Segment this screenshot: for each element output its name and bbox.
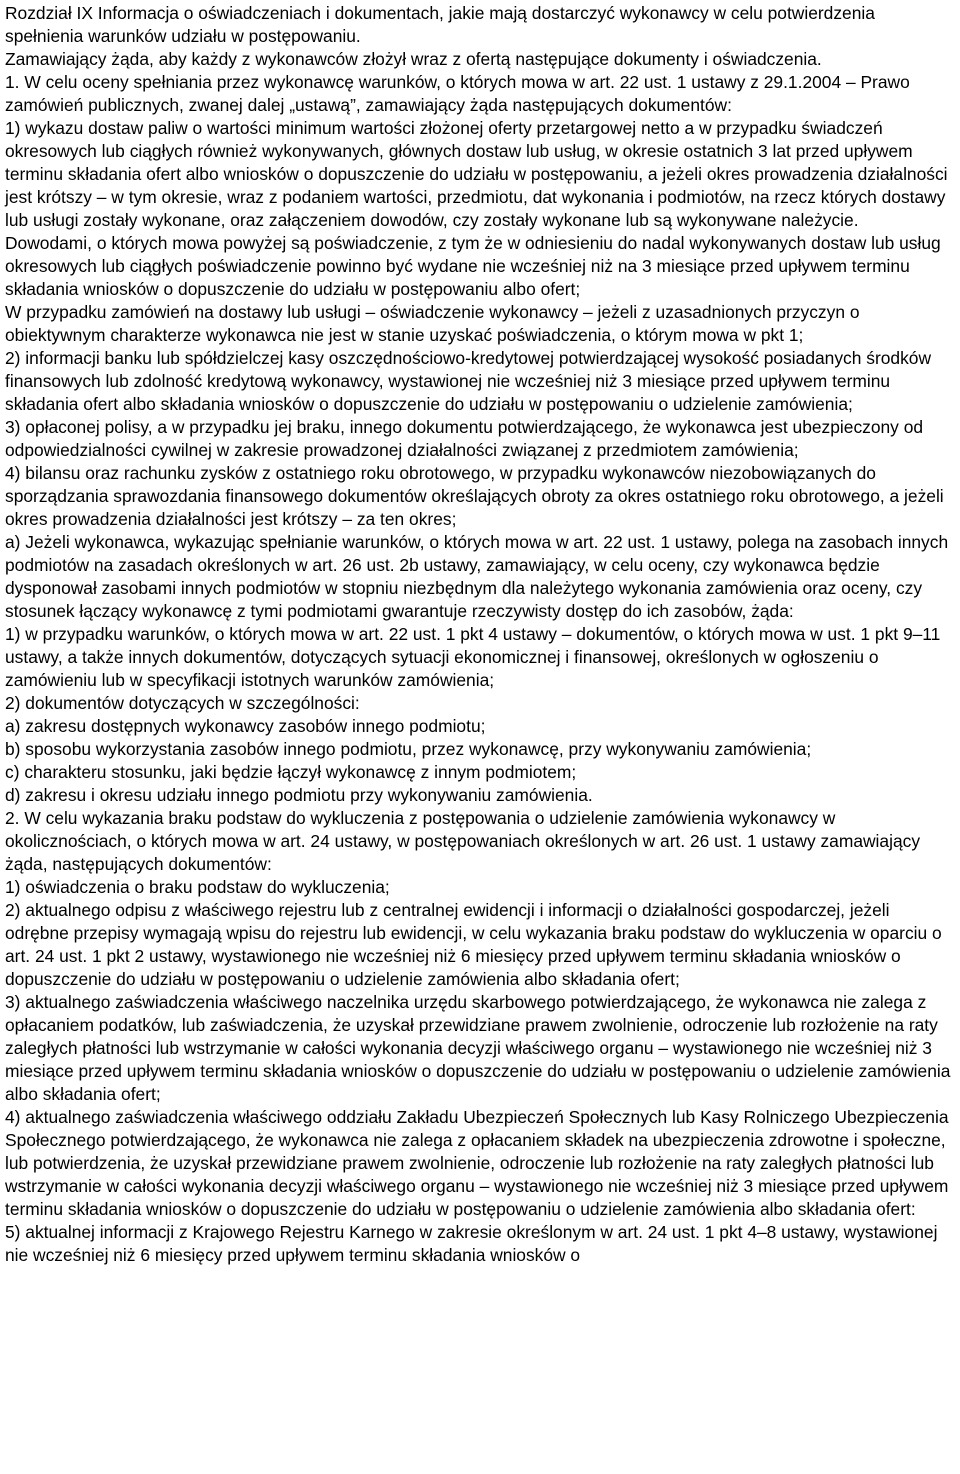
- document-body: [5, 2, 957, 1267]
- paragraph: W przypadku zamówień na dostawy lub usługi – oświadczenie wykonawcy – jeżeli z uzasadnionych przyczyn o obiektywnym charakterze wykonawca nie jest w stanie uzyskać poświadczenia, o którym mowa w pkt 1;: [5, 302, 860, 345]
- list-item: d) zakresu i okresu udziału innego podmiotu przy wykonywaniu zamówienia.: [5, 785, 593, 805]
- paragraph: Zamawiający żąda, aby każdy z wykonawców złożył wraz z ofertą następujące dokumenty i oświadczenia.: [5, 49, 822, 69]
- paragraph: 2. W celu wykazania braku podstaw do wykluczenia z postępowania o udzielenie zamówienia wykonawcy w okolicznościach, o których mowa w art. 24 ustawy, w postępowaniach określonych w art. 26 ust. 1 ustawy zamawiający żąda, następujących dokumentów:: [5, 808, 921, 874]
- list-item: 1) oświadczenia o braku podstaw do wykluczenia;: [5, 877, 390, 897]
- list-item: b) sposobu wykorzystania zasobów innego podmiotu, przez wykonawcę, przy wykonywaniu zamówienia;: [5, 739, 812, 759]
- list-item: 2) aktualnego odpisu z właściwego rejestru lub z centralnej ewidencji i informacji o działalności gospodarczej, jeżeli odrębne przepisy wymagają wpisu do rejestru lub ewidencji, w celu wykazania braku podstaw do wykluczenia w oparciu o art. 24 ust. 1 pkt 2 ustawy, wystawionego nie wcześniej niż 6 miesięcy przed upływem terminu składania wniosków o dopuszczenie do udziału w postępowaniu o udzielenie zamówienia albo składania ofert;: [5, 900, 942, 989]
- list-item: 4) bilansu oraz rachunku zysków z ostatniego roku obrotowego, w przypadku wykonawców niezobowiązanych do sporządzania sprawozdania finansowego dokumentów określających obroty za okres ostatniego roku obrotowego, a jeżeli okres prowadzenia działalności jest krótszy – za ten okres;: [5, 463, 944, 529]
- section-heading: Rozdział IX Informacja o oświadczeniach i dokumentach, jakie mają dostarczyć wykonawcy w celu potwierdzenia spełnienia warunków udziału w postępowaniu.: [5, 3, 875, 46]
- list-item: 3) opłaconej polisy, a w przypadku jej braku, innego dokumentu potwierdzającego, że wykonawca jest ubezpieczony od odpowiedzialności cywilnej w zakresie prowadzonej działalności związanej z przedmiotem zamówienia;: [5, 417, 924, 460]
- list-item: 4) aktualnego zaświadczenia właściwego oddziału Zakładu Ubezpieczeń Społecznych lub Kasy Rolniczego Ubezpieczenia Społecznego potwierdzającego, że wykonawca nie zalega z opłacaniem składek na ubezpieczenia zdrowotne i społeczne, lub potwierdzenia, że uzyskał przewidziane prawem zwolnienie, odroczenie lub rozłożenie na raty zaległych płatności lub wstrzymanie w całości wykonania decyzji właściwego organu – wystawionego nie wcześniej niż 3 miesiące przed upływem terminu składania wniosków o dopuszczenie do udziału w postępowaniu o udzielenie zamówienia albo składania ofert:: [5, 1107, 949, 1219]
- list-item: 2) informacji banku lub spółdzielczej kasy oszczędnościowo-kredytowej potwierdzającej wysokość posiadanych środków finansowych lub zdolność kredytową wykonawcy, wystawionej nie wcześniej niż 3 miesiące przed upływem terminu składania ofert albo składania wniosków o dopuszczenie do udziału w postępowaniu o udzielenie zamówienia;: [5, 348, 932, 414]
- list-item: a) zakresu dostępnych wykonawcy zasobów innego podmiotu;: [5, 716, 486, 736]
- list-item: 5) aktualnej informacji z Krajowego Rejestru Karnego w zakresie określonym w art. 24 ust. 1 pkt 4–8 ustawy, wystawionej nie wcześniej niż 6 miesięcy przed upływem terminu składania wniosków o: [5, 1222, 938, 1265]
- paragraph: Dowodami, o których mowa powyżej są poświadczenie, z tym że w odniesieniu do nadal wykonywanych dostaw lub usług okresowych lub ciągłych poświadczenie powinno być wydane nie wcześniej niż na 3 miesiące przed upływem terminu składania wniosków o dopuszczenie do udziału w postępowaniu albo ofert;: [5, 233, 941, 299]
- list-item: 2) dokumentów dotyczących w szczególności:: [5, 693, 360, 713]
- list-item: 1) wykazu dostaw paliw o wartości minimum wartości złożonej oferty przetargowej netto a w przypadku świadczeń okresowych lub ciągłych również wykonywanych, głównych dostaw lub usług, w okresie ostatnich 3 lat przed upływem terminu składania ofert albo wniosków o dopuszczenie do udziału w postępowaniu, a jeżeli okres prowadzenia działalności jest krótszy – w tym okresie, wraz z podaniem wartości, przedmiotu, dat wykonania i podmiotów, na rzecz których dostawy lub usługi zostały wykonane, oraz załączeniem dowodów, czy zostały wykonane lub są wykonywane należycie.: [5, 118, 948, 230]
- list-item: a) Jeżeli wykonawca, wykazując spełnianie warunków, o których mowa w art. 22 ust. 1 ustawy, polega na zasobach innych podmiotów na zasadach określonych w art. 26 ust. 2b ustawy, zamawiający, w celu oceny, czy wykonawca będzie dysponował zasobami innych podmiotów w stopniu niezbędnym dla należytego wykonania zamówienia oraz oceny, czy stosunek łączący wykonawcę z tymi podmiotami gwarantuje rzeczywisty dostęp do ich zasobów, żąda:: [5, 532, 949, 621]
- list-item: c) charakteru stosunku, jaki będzie łączył wykonawcę z innym podmiotem;: [5, 762, 577, 782]
- list-item: 3) aktualnego zaświadczenia właściwego naczelnika urzędu skarbowego potwierdzającego, że wykonawca nie zalega z opłacaniem podatków, lub zaświadczenia, że uzyskał przewidziane prawem zwolnienie, odroczenie lub rozłożenie na raty zaległych płatności lub wstrzymanie w całości wykonania decyzji właściwego organu – wystawionego nie wcześniej niż 3 miesiące przed upływem terminu składania wniosków o dopuszczenie do udziału w postępowaniu o udzielenie zamówienia albo składania ofert;: [5, 992, 951, 1104]
- paragraph: 1. W celu oceny spełniania przez wykonawcę warunków, o których mowa w art. 22 ust. 1 ustawy z 29.1.2004 – Prawo zamówień publicznych, zwanej dalej „ustawą”, zamawiający żąda następujących dokumentów:: [5, 72, 910, 115]
- list-item: 1) w przypadku warunków, o których mowa w art. 22 ust. 1 pkt 4 ustawy – dokumentów, o których mowa w ust. 1 pkt 9–11 ustawy, a także innych dokumentów, dotyczących sytuacji ekonomicznej i finansowej, określonych w ogłoszeniu o zamówieniu lub w specyfikacji istotnych warunków zamówienia;: [5, 624, 941, 690]
